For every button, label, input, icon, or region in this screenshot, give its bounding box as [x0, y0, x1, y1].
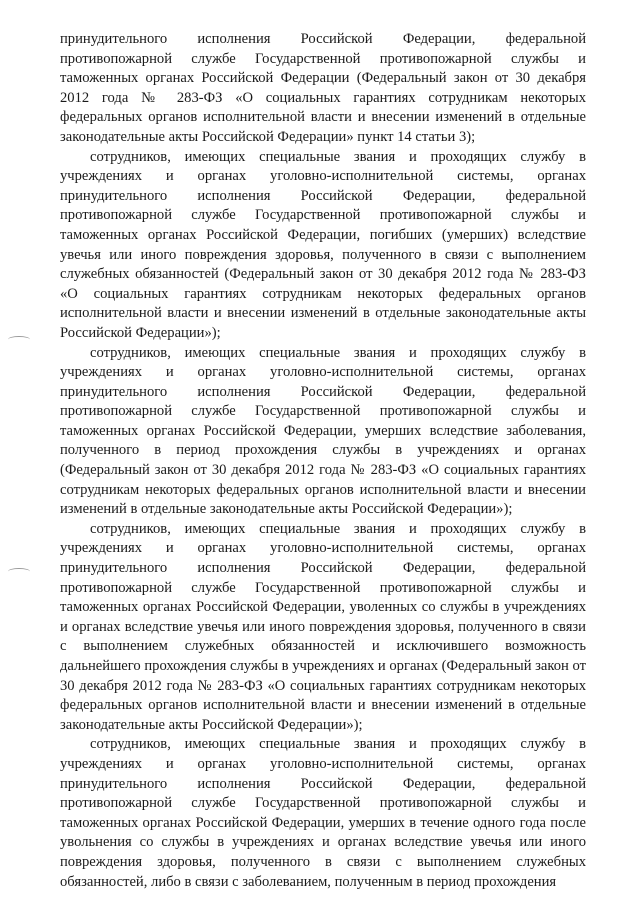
paragraph-continuation: принудительного исполнения Российской Федерации, федеральной противопожарной службе Государственной противопожарной службы и таможенных органах Российской Федерации (Федеральный закон от 30 декабря 2012 года № 283-ФЗ «О социальных гарантиях сотрудникам некоторых федеральных органов исполнительной власти и внесении изменений в отдельные законодательные акты Российской Федерации» пункт 14 статьи 3);: [60, 31, 586, 145]
document-body: [60, 30, 586, 892]
paragraph-deceased-illness: сотрудников, имеющих специальные звания и проходящих службу в учреждениях и органах уголовно-исполнительной системы, органах принудительного исполнения Российской Федерации, федеральной противопожарной службе Государственной противопожарной службы и таможенных органах Российской Федерации, умерших вследствие заболевания, полученного в период прохождения службы в учреждениях и органах (Федеральный закон от 30 декабря 2012 года № 283-ФЗ «О социальных гарантиях сотрудникам некоторых федеральных органов исполнительной власти и внесении изменений в отдельные законодательные акты Российской Федерации»);: [60, 344, 586, 518]
paragraph-dismissed-injury: сотрудников, имеющих специальные звания и проходящих службу в учреждениях и органах уголовно-исполнительной системы, органах принудительного исполнения Российской Федерации, федеральной противопожарной службе Государственной противопожарной службы и таможенных органах Российской Федерации, уволенных со службы в учреждениях и органах вследствие увечья или иного повреждения здоровья, полученного в связи с выполнением служебных обязанностей и исключившего возможность дальнейшего прохождения службы в учреждениях и органах (Федеральный закон от 30 декабря 2012 года № 283-ФЗ «О социальных гарантиях сотрудникам некоторых федеральных органов исполнительной власти и внесении изменений в отдельные законодательные акты Российской Федерации»);: [60, 520, 586, 733]
paragraph-deceased-after-dismissal: сотрудников, имеющих специальные звания и проходящих службу в учреждениях и органах уголовно-исполнительной системы, органах принудительного исполнения Российской Федерации, федеральной противопожарной службе Государственной противопожарной службы и таможенных органах Российской Федерации, умерших в течение одного года после увольнения со службы в учреждениях и органах вследствие увечья или иного повреждения здоровья, полученного в связи с выполнением служебных обязанностей, либо в связи с заболеванием, полученным в период прохождения: [60, 736, 586, 890]
paragraph-deceased-injury: сотрудников, имеющих специальные звания и проходящих службу в учреждениях и органах уголовно-исполнительной системы, органах принудительного исполнения Российской Федерации, федеральной противопожарной службе Государственной противопожарной службы и таможенных органах Российской Федерации, погибших (умерших) вследствие увечья или иного повреждения здоровья, полученного в связи с выполнением служебных обязанностей (Федеральный закон от 30 декабря 2012 года № 283-ФЗ «О социальных гарантиях сотрудникам некоторых федеральных органов исполнительной власти и внесении изменений в отдельные законодательные акты Российской Федерации»);: [60, 148, 586, 341]
scan-artifact-mark: [8, 336, 30, 343]
scan-artifact-mark: [8, 568, 30, 575]
